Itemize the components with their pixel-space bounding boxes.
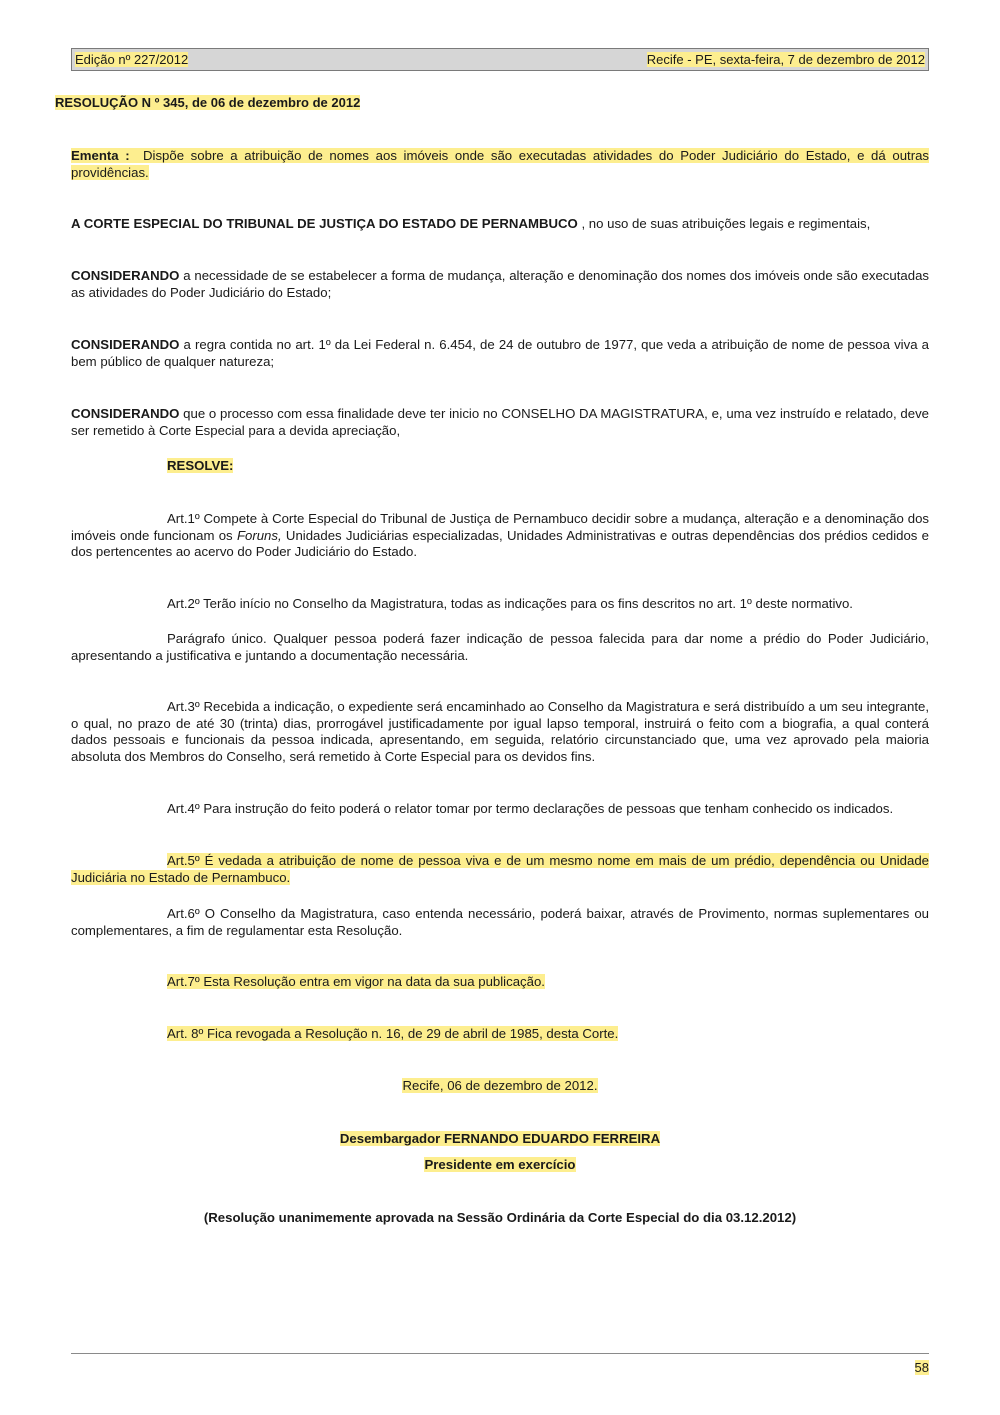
preamble xyxy=(71,216,929,233)
considerando-label: CONSIDERANDO xyxy=(71,406,180,421)
article-3: Art.3º Recebida a indicação, o expediente será encaminhado ao Conselho da Magistratura e será distribuído a um seu integrante, o qual, no prazo de até 30 (trinta) dias, prorrogável justificadamente por igual lapso temporal, instruirá o feito com a biografia, a qual conterá dados pessoais e funcionais da pessoa indicada, apresentando, em seguida, relatório circunstanciado que, uma vez aprovado pela maioria absoluta dos Membros do Conselho, será remetido à Corte Especial para os devidos fins. xyxy=(71,699,929,764)
header-place-date: Recife - PE, sexta-feira, 7 de dezembro de 2012 xyxy=(646,52,925,67)
article-7: Art.7º Esta Resolução entra em vigor na data da sua publicação. xyxy=(167,974,545,989)
resolution-title: RESOLUÇÃO N º 345, de 06 de dezembro de 2012 xyxy=(55,95,361,110)
page-number: 58 xyxy=(914,1360,929,1375)
article-4: Art.4º Para instrução do feito poderá o relator tomar por termo declarações de pessoas que tenham conhecido os indicados. xyxy=(167,801,894,816)
signatory-name: Desembargador FERNANDO EDUARDO FERREIRA xyxy=(339,1131,661,1146)
signatory-role: Presidente em exercício xyxy=(424,1157,576,1172)
article-6: Art.6º O Conselho da Magistratura, caso entenda necessário, poderá baixar, através de Provimento, normas suplementares ou complementares, a fim de regulamentar esta Resolução. xyxy=(71,906,929,938)
considerando-text: a regra contida no art. 1º da Lei Federal n. 6.454, de 24 de outubro de 1977, que veda a atribuição de nome de pessoa viva a bem público de qualquer natureza; xyxy=(71,337,929,369)
considerando-3 xyxy=(71,406,929,439)
considerando-2 xyxy=(71,337,929,370)
article-1: Art.1º Compete à Corte Especial do Tribunal de Justiça de Pernambuco decidir sobre a mudança, alteração e a denominação dos imóveis onde funcionam os Foruns, Unidades Judiciárias especializadas, Unidades Administrativas e outras dependências dos prédios cedidos e dos pertencentes ao acervo do Poder Judiciário do Estado. xyxy=(71,511,930,559)
edition-number: Edição nº 227/2012 xyxy=(75,52,189,67)
foruns-term: Foruns, xyxy=(236,527,282,543)
approval-note: (Resolução unanimemente aprovada na Sessão Ordinária da Corte Especial do dia 03.12.2012) xyxy=(203,1210,797,1225)
preamble-text: , no uso de suas atribuições legais e regimentais, xyxy=(577,216,871,231)
ementa xyxy=(71,148,929,181)
preamble-court: A CORTE ESPECIAL DO TRIBUNAL DE JUSTIÇA DO ESTADO DE PERNAMBUCO xyxy=(71,216,578,231)
signature-place-date: Recife, 06 de dezembro de 2012. xyxy=(402,1078,598,1093)
ementa-label: Ementa : xyxy=(71,148,130,163)
considerando-text: que o processo com essa finalidade deve ter inicio no CONSELHO DA MAGISTRATURA, e, uma vez instruído e relatado, deve ser remetido à Corte Especial para a devida apreciação, xyxy=(71,406,929,438)
article-5: Art.5º É vedada a atribuição de nome de pessoa viva e de um mesmo nome em mais de um prédio, dependência ou Unidade Judiciária no Estado de Pernambuco. xyxy=(71,853,929,885)
considerando-1 xyxy=(71,268,929,301)
resolve-heading: RESOLVE: xyxy=(167,458,234,473)
page-header xyxy=(71,48,929,71)
considerando-text: a necessidade de se estabelecer a forma de mudança, alteração e denominação dos nomes dos imóveis onde são executadas as atividades do Poder Judiciário do Estado; xyxy=(71,268,929,300)
ementa-text: Dispõe sobre a atribuição de nomes aos imóveis onde são executadas atividades do Poder Judiciário do Estado, e dá outras providências. xyxy=(71,148,930,180)
article-8: Art. 8º Fica revogada a Resolução n. 16, de 29 de abril de 1985, desta Corte. xyxy=(167,1026,619,1041)
article-2-paragraph: Parágrafo único. Qualquer pessoa poderá fazer indicação de pessoa falecida para dar nome a prédio do Poder Judiciário, apresentando a justificativa e juntando a documentação necessária. xyxy=(71,631,929,663)
considerando-label: CONSIDERANDO xyxy=(71,268,180,283)
footer-divider xyxy=(71,1353,929,1354)
considerando-label: CONSIDERANDO xyxy=(71,337,180,352)
article-2: Art.2º Terão início no Conselho da Magistratura, todas as indicações para os fins descritos no art. 1º deste normativo. xyxy=(167,596,853,611)
